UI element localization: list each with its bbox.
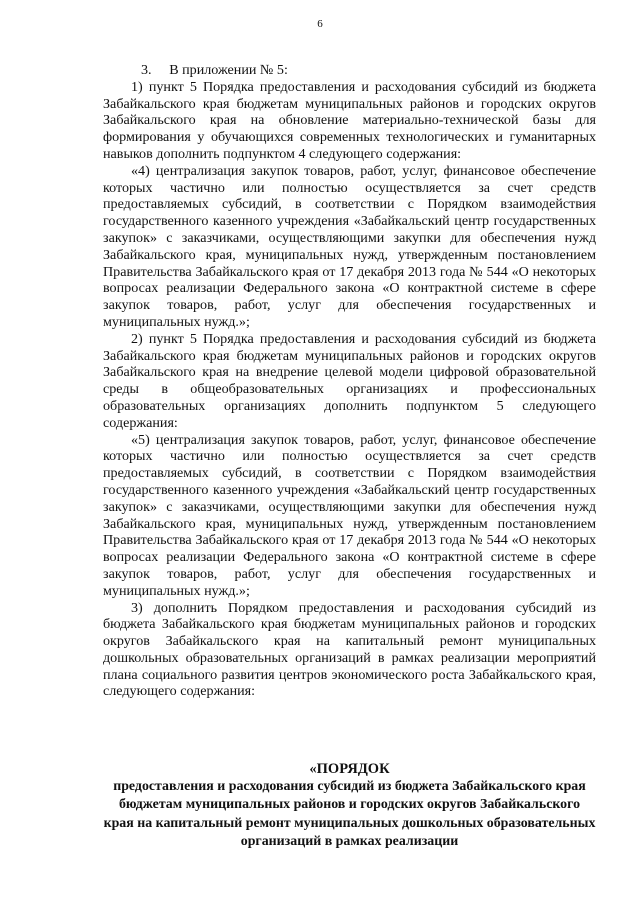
order-title-block	[103, 760, 596, 851]
page-number: 6	[317, 18, 323, 30]
paragraph-section-3: 3. В приложении № 5:	[141, 62, 288, 78]
order-heading: «ПОРЯДОК	[309, 761, 390, 777]
paragraph-item-1: 1) пункт 5 Порядка предоставления и расходования субсидий из бюджета Забайкальского края бюджетам муниципальных районов и городских округов Забайкальского края на обновление материально-технической базы для формирования у обучающихся современных технологических и гуманитарных навыков дополнить подпунктом 4 следующего содержания:	[103, 78, 596, 162]
paragraph-item-3: 3) дополнить Порядком предоставления и расходования субсидий из бюджета Забайкальского края бюджетам муниципальных районов и городских округов Забайкальского края на капитальный ремонт муниципальных дошкольных образовательных организаций в рамках реализации мероприятий плана социального развития центров экономического роста Забайкальского края, следующего содержания:	[103, 599, 596, 700]
paragraph-subitem-5: «5) централизация закупок товаров, работ, услуг, финансовое обеспечение которых частично или полностью осуществляется за счет средств предоставляемых субсидий, в соответствии с Порядком взаимодействия государственного казенного учреждения «Забайкальский центр государственных закупок» с заказчиками, осуществляющими закупки для обеспечения нужд Забайкальского края, муниципальных нужд, утвержденным постановлением Правительства Забайкальского края от 17 декабря 2013 года № 544 «О некоторых вопросах реализации Федерального закона «О контрактной системе в сфере закупок товаров, работ, услуг для обеспечения государственных и муниципальных нужд.»;	[103, 431, 596, 599]
paragraph-item-2: 2) пункт 5 Порядка предоставления и расходования субсидий из бюджета Забайкальского края бюджетам муниципальных районов и городских округов Забайкальского края на внедрение целевой модели цифровой образовательной среды в общеобразовательных организациях и профессиональных образовательных организациях дополнить подпунктом 5 следующего содержания:	[103, 330, 596, 431]
paragraph-subitem-4: «4) централизация закупок товаров, работ, услуг, финансовое обеспечение которых частично или полностью осуществляется за счет средств предоставляемых субсидий, в соответствии с Порядком взаимодействия государственного казенного учреждения «Забайкальский центр государственных закупок» с заказчиками, осуществляющими закупки для обеспечения нужд Забайкальского края, муниципальных нужд, утвержденным постановлением Правительства Забайкальского края от 17 декабря 2013 года № 544 «О некоторых вопросах реализации Федерального закона «О контрактной системе в сфере закупок товаров, работ, услуг для обеспечения государственных и муниципальных нужд.»;	[103, 162, 596, 330]
order-subtitle: предоставления и расходования субсидий из бюджета Забайкальского края бюджетам муниципальных районов и городских округов Забайкальского края на капитальный ремонт муниципальных дошкольных образовательных организаций в рамках реализации	[103, 779, 596, 849]
document-body	[103, 62, 596, 700]
